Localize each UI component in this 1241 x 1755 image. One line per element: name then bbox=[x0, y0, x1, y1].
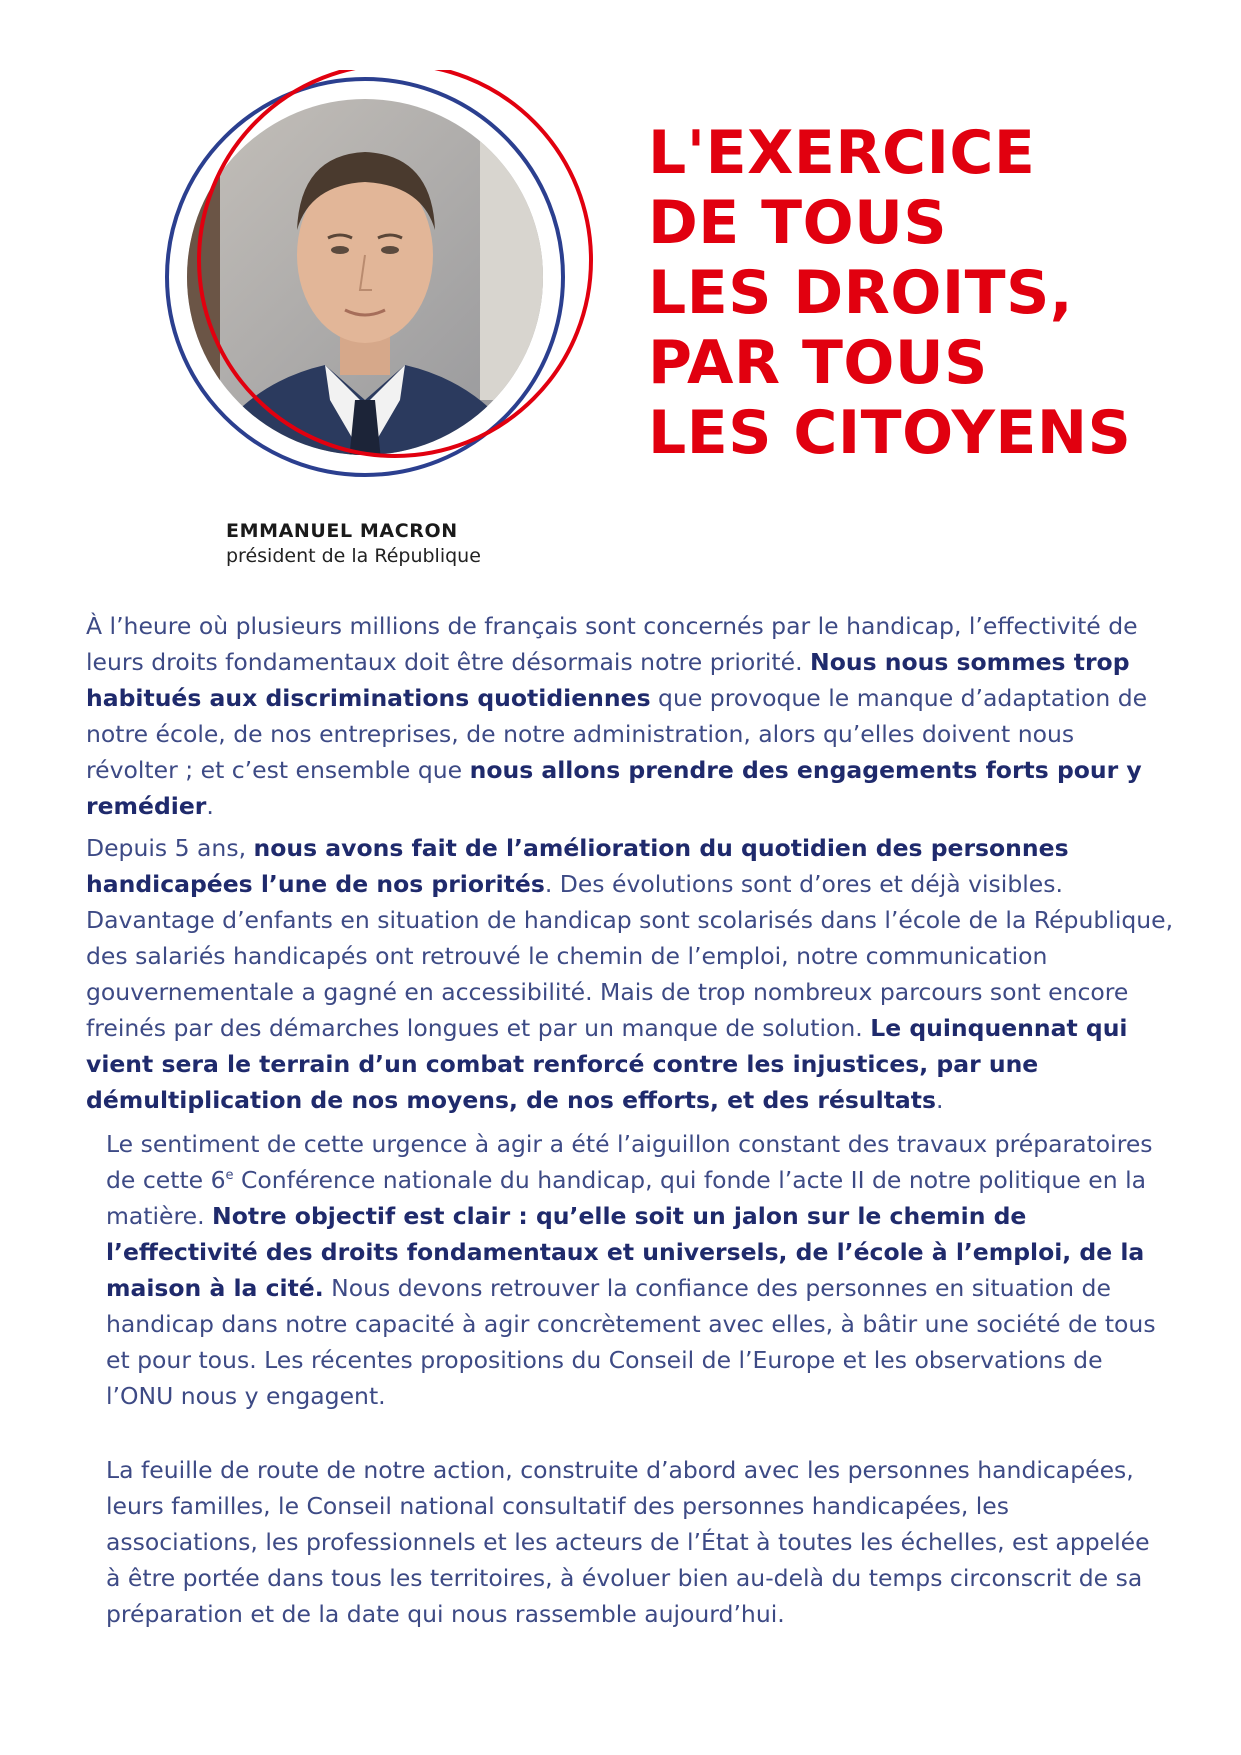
title-line: LES CITOYENS bbox=[648, 398, 1132, 468]
bold-run: Nous nous sommes trop habitués aux discriminations quotidiennes bbox=[86, 648, 1130, 712]
text-run: La feuille de route de notre action, construite d’abord avec les personnes handicapées, leurs familles, le Conseil national consultatif des personnes handicapées, les associations, les professionnels et les acteurs de l’État à toutes les échelles, est appelée à être portée dans tous les territoires, à évoluer bien au-delà du temps circonscrit de sa préparation et de la date qui nous rassemble aujourd’hui. bbox=[106, 1456, 1150, 1628]
text-run: Conférence nationale du handicap, qui fonde l’acte II de notre politique en la matière. bbox=[106, 1166, 1147, 1230]
author-name: EMMANUEL MACRON bbox=[226, 520, 458, 542]
text-run: . Des évolutions sont d’ores et déjà visibles. Davantage d’enfants en situation de handicap sont scolarisés dans l’école de la République, des salariés handicapés ont retrouvé le chemin de l’emploi, notre communication gouvernementale a gagné en accessibilité. Mais de trop nombreux parcours sont encore freinés par des démarches longues et par un manque de solution. bbox=[86, 870, 1174, 1042]
portrait-photo bbox=[150, 70, 620, 540]
superscript: e bbox=[225, 1168, 234, 1184]
bold-run: nous allons prendre des engagements forts pour y remédier bbox=[86, 756, 1142, 820]
text-run: . bbox=[936, 1086, 944, 1114]
text-run: que provoque le manque d’adaptation de notre école, de nos entreprises, de notre administration, alors qu’elles doivent nous révolter ; et c’est ensemble que bbox=[86, 684, 1148, 784]
bold-run: Notre objectif est clair : qu’elle soit un jalon sur le chemin de l’effectivité des droits fondamentaux et universels, de l’école à l’emploi, de la maison à la cité. bbox=[106, 1202, 1145, 1302]
author-role: président de la République bbox=[226, 545, 481, 567]
paragraph-2 bbox=[86, 830, 1186, 1118]
paragraph-4 bbox=[106, 1452, 1166, 1632]
title-line: PAR TOUS bbox=[648, 328, 988, 398]
text-run: Nous devons retrouver la confiance des personnes en situation de handicap dans notre capacité à agir concrètement avec elles, à bâtir une société de tous et pour tous. Les récentes propositions du Conseil de l’Europe et les observations de l’ONU nous y engagent. bbox=[106, 1274, 1156, 1410]
text-run: Le sentiment de cette urgence à agir a été l’aiguillon constant des travaux préparatoires de cette 6 bbox=[106, 1130, 1153, 1194]
page-title bbox=[648, 118, 1131, 468]
bold-run: nous avons fait de l’amélioration du quotidien des personnes handicapées l’une de nos priorités bbox=[86, 834, 1069, 898]
title-line: L'EXERCICE bbox=[648, 118, 1036, 188]
title-line: DE TOUS bbox=[648, 188, 948, 258]
title-line: LES DROITS, bbox=[648, 258, 1074, 328]
paragraph-1 bbox=[86, 608, 1166, 824]
bold-run: Le quinquennat qui vient sera le terrain d’un combat renforcé contre les injustices, par une démultiplication de nos moyens, de nos efforts, et des résultats bbox=[86, 1014, 1128, 1114]
text-run: Depuis 5 ans, bbox=[86, 834, 254, 862]
text-run: . bbox=[206, 792, 214, 820]
paragraph-3 bbox=[106, 1126, 1166, 1414]
text-run: À l’heure où plusieurs millions de français sont concernés par le handicap, l’effectivité de leurs droits fondamentaux doit être désormais notre priorité. bbox=[86, 612, 1138, 676]
